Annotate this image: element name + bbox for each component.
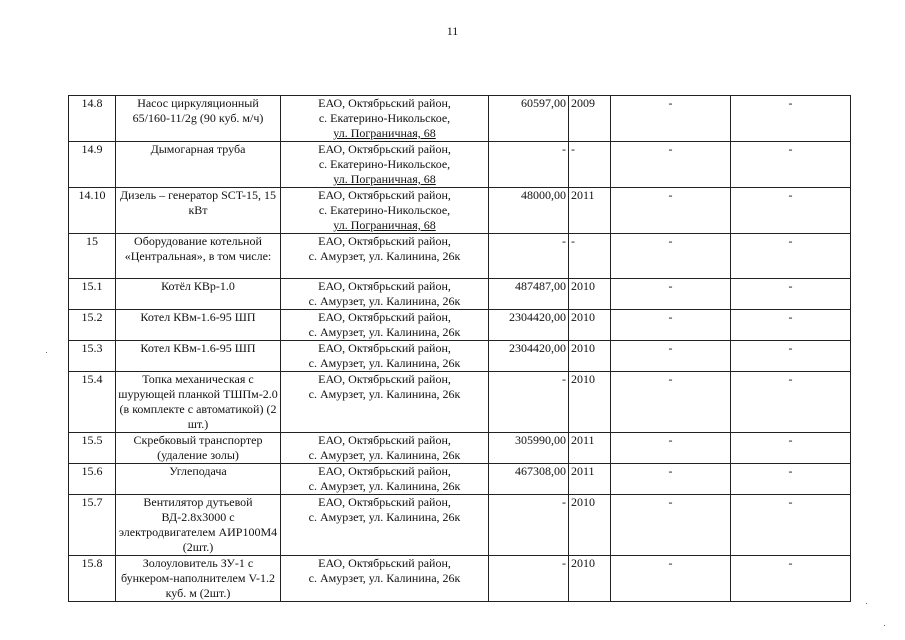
item-col7: -: [611, 279, 731, 310]
table-row: [69, 556, 851, 602]
item-col8: -: [731, 142, 851, 188]
address-line: ул. Пограничная, 68: [333, 172, 436, 186]
address-line: ул. Пограничная, 68: [333, 218, 436, 232]
address-line: с. Амурзет, ул. Калинина, 26к: [308, 294, 461, 308]
item-cost: 487487,00: [489, 279, 569, 310]
item-address: [281, 188, 489, 234]
item-col7: -: [611, 372, 731, 433]
item-cost: 48000,00: [489, 188, 569, 234]
scan-speck: [46, 352, 47, 353]
item-col8: -: [731, 495, 851, 556]
item-number: 14.9: [69, 142, 116, 188]
item-number: 14.10: [69, 188, 116, 234]
table-body: [69, 96, 851, 602]
item-address: [281, 142, 489, 188]
table-row: [69, 279, 851, 310]
item-address: [281, 556, 489, 602]
item-year: 2010: [569, 279, 611, 310]
item-year: 2010: [569, 556, 611, 602]
item-number: 15.6: [69, 464, 116, 495]
item-name: Дизель – генератор SCT-15, 15 кВт: [116, 188, 281, 234]
item-year: -: [569, 142, 611, 188]
address-line: с. Амурзет, ул. Калинина, 26к: [308, 356, 461, 370]
item-cost: -: [489, 234, 569, 279]
item-year: 2010: [569, 341, 611, 372]
address-line: с. Екатерино-Никольское,: [318, 111, 451, 125]
table-row: [69, 310, 851, 341]
address-line: с. Амурзет, ул. Калинина, 26к: [308, 249, 461, 263]
item-year: 2011: [569, 188, 611, 234]
item-col8: -: [731, 310, 851, 341]
item-year: 2009: [569, 96, 611, 142]
item-year: -: [569, 234, 611, 279]
item-name: Котел КВм-1.6-95 ШП: [116, 341, 281, 372]
address-line: ЕАО, Октябрьский район,: [318, 96, 451, 110]
table-row: [69, 96, 851, 142]
item-col8: -: [731, 96, 851, 142]
address-line: с. Амурзет, ул. Калинина, 26к: [308, 387, 461, 401]
address-line: с. Амурзет, ул. Калинина, 26к: [308, 571, 461, 585]
item-cost: -: [489, 495, 569, 556]
address-line: ЕАО, Октябрьский район,: [318, 279, 451, 293]
item-name: Оборудование котельной «Центральная», в том числе:: [116, 234, 281, 279]
item-number: 15.2: [69, 310, 116, 341]
item-number: 15.1: [69, 279, 116, 310]
address-line: ЕАО, Октябрьский район,: [318, 433, 451, 447]
address-line: с. Амурзет, ул. Калинина, 26к: [308, 510, 461, 524]
address-line: ЕАО, Октябрьский район,: [318, 495, 451, 509]
item-col7: -: [611, 495, 731, 556]
item-cost: 2304420,00: [489, 341, 569, 372]
item-cost: -: [489, 142, 569, 188]
address-line: ЕАО, Октябрьский район,: [318, 142, 451, 156]
item-number: 15.8: [69, 556, 116, 602]
item-col8: -: [731, 372, 851, 433]
item-address: [281, 495, 489, 556]
scan-speck: [866, 603, 867, 604]
item-address: [281, 341, 489, 372]
item-year: 2011: [569, 433, 611, 464]
item-name: Дымогарная труба: [116, 142, 281, 188]
table-row: [69, 142, 851, 188]
table-row: [69, 433, 851, 464]
item-name: Котёл КВр-1.0: [116, 279, 281, 310]
address-line: с. Амурзет, ул. Калинина, 26к: [308, 325, 461, 339]
item-name: Скребковый транспортер (удаление золы): [116, 433, 281, 464]
item-address: [281, 96, 489, 142]
item-name: Топка механическая с шурующей планкой ТШПм-2.0 (в комплекте с автоматикой) (2 шт.): [116, 372, 281, 433]
item-col7: -: [611, 234, 731, 279]
address-line: ЕАО, Октябрьский район,: [318, 372, 451, 386]
page-number: 11: [446, 24, 459, 38]
address-line: ЕАО, Октябрьский район,: [318, 556, 451, 570]
item-year: 2010: [569, 310, 611, 341]
item-col8: -: [731, 341, 851, 372]
address-line: ЕАО, Октябрьский район,: [318, 310, 451, 324]
item-col8: -: [731, 464, 851, 495]
item-cost: 60597,00: [489, 96, 569, 142]
item-name: Котел КВм-1.6-95 ШП: [116, 310, 281, 341]
item-name: Вентилятор дутьевой ВД-2.8х3000 с электродвигателем АИР100М4 (2шт.): [116, 495, 281, 556]
address-line: с. Екатерино-Никольское,: [318, 203, 451, 217]
item-number: 15.3: [69, 341, 116, 372]
item-address: [281, 234, 489, 279]
item-name: Углеподача: [116, 464, 281, 495]
item-address: [281, 310, 489, 341]
item-col7: -: [611, 464, 731, 495]
item-col7: -: [611, 341, 731, 372]
item-col7: -: [611, 96, 731, 142]
item-number: 15: [69, 234, 116, 279]
item-address: [281, 464, 489, 495]
item-col8: -: [731, 279, 851, 310]
item-col8: -: [731, 234, 851, 279]
table-row: [69, 495, 851, 556]
item-col8: -: [731, 188, 851, 234]
equipment-table: [68, 95, 851, 602]
item-year: 2010: [569, 372, 611, 433]
table-row: [69, 341, 851, 372]
address-line: с. Амурзет, ул. Калинина, 26к: [308, 479, 461, 493]
address-line: ЕАО, Октябрьский район,: [318, 234, 451, 248]
table-row: [69, 188, 851, 234]
item-cost: -: [489, 372, 569, 433]
item-col7: -: [611, 310, 731, 341]
item-cost: 2304420,00: [489, 310, 569, 341]
item-col7: -: [611, 188, 731, 234]
address-line: с. Екатерино-Никольское,: [318, 157, 451, 171]
item-number: 15.5: [69, 433, 116, 464]
scan-speck: [884, 625, 885, 626]
table-row: [69, 234, 851, 279]
item-col8: -: [731, 556, 851, 602]
table-row: [69, 464, 851, 495]
item-number: 14.8: [69, 96, 116, 142]
item-number: 15.4: [69, 372, 116, 433]
item-name: Насос циркуляционный 65/160-11/2g (90 куб. м/ч): [116, 96, 281, 142]
item-name: Золоуловитель ЗУ-1 с бункером-наполнителем V-1.2 куб. м (2шт.): [116, 556, 281, 602]
item-year: 2011: [569, 464, 611, 495]
item-col7: -: [611, 433, 731, 464]
item-address: [281, 433, 489, 464]
item-col8: -: [731, 433, 851, 464]
address-line: ул. Пограничная, 68: [333, 126, 436, 140]
address-line: ЕАО, Октябрьский район,: [318, 341, 451, 355]
item-address: [281, 279, 489, 310]
item-col7: -: [611, 142, 731, 188]
item-cost: 467308,00: [489, 464, 569, 495]
item-col7: -: [611, 556, 731, 602]
item-cost: -: [489, 556, 569, 602]
address-line: с. Амурзет, ул. Калинина, 26к: [308, 448, 461, 462]
item-cost: 305990,00: [489, 433, 569, 464]
item-number: 15.7: [69, 495, 116, 556]
address-line: ЕАО, Октябрьский район,: [318, 188, 451, 202]
item-address: [281, 372, 489, 433]
address-line: ЕАО, Октябрьский район,: [318, 464, 451, 478]
table-row: [69, 372, 851, 433]
item-year: 2010: [569, 495, 611, 556]
